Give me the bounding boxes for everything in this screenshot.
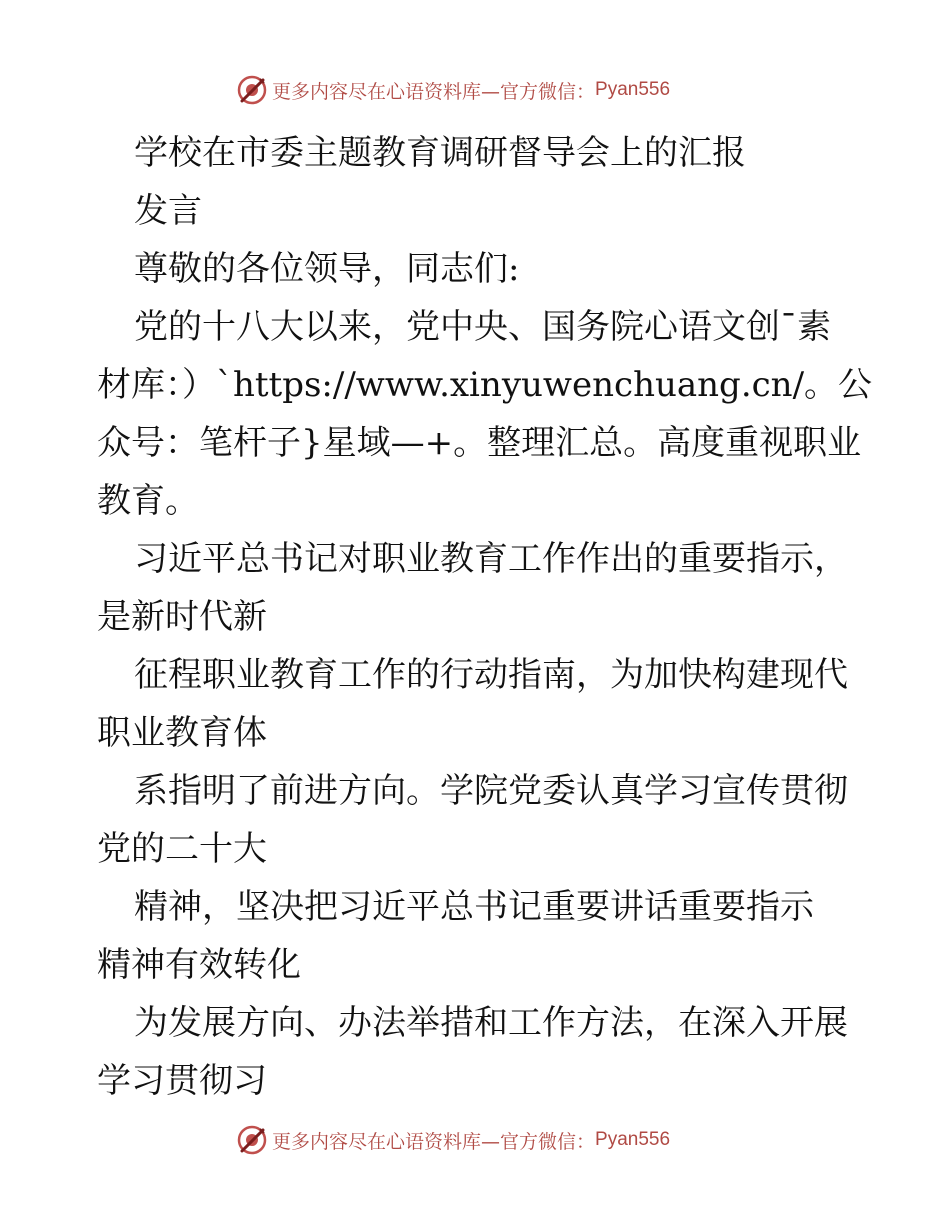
document-line: 党的二十大 bbox=[97, 829, 267, 869]
document-line: 系指明了前进方向。学院党委认真学习宣传贯彻 bbox=[134, 771, 848, 811]
pen-logo-icon bbox=[236, 1124, 268, 1156]
document-line: 发言 bbox=[134, 191, 202, 231]
document-line: 学校在市委主题教育调研督导会上的汇报 bbox=[134, 133, 746, 173]
document-line: 教育。 bbox=[97, 481, 199, 521]
banner-text: 更多内容尽在心语资料库—官方微信： bbox=[272, 1130, 596, 1153]
document-line: 精神有效转化 bbox=[97, 945, 301, 985]
banner-wechat-id: Pyan556 bbox=[595, 1129, 671, 1150]
footer-banner bbox=[236, 1123, 670, 1157]
header-banner bbox=[236, 73, 670, 107]
document-line: 习近平总书记对职业教育工作作出的重要指示， bbox=[134, 539, 848, 579]
document-line: 材库：）`https://www.xinyuwenchuang.cn/。公 bbox=[97, 365, 873, 405]
document-line: 职业教育体 bbox=[97, 713, 267, 753]
banner-text: 更多内容尽在心语资料库—官方微信： bbox=[272, 80, 596, 103]
document-line: 众号：笔杆子}星域—+。整理汇总。高度重视职业 bbox=[97, 423, 862, 463]
document-line: 是新时代新 bbox=[97, 597, 267, 637]
document-line: 党的十八大以来，党中央、国务院心语文创¯素 bbox=[134, 307, 831, 347]
document-line: 尊敬的各位领导，同志们: bbox=[134, 249, 520, 289]
document-line: 学习贯彻习 bbox=[97, 1061, 267, 1101]
document-line: 为发展方向、办法举措和工作方法，在深入开展 bbox=[134, 1003, 848, 1043]
pen-logo-icon bbox=[236, 74, 268, 106]
document-line: 精神，坚决把习近平总书记重要讲话重要指示 bbox=[134, 887, 814, 927]
banner-wechat-id: Pyan556 bbox=[595, 79, 671, 100]
document-line: 征程职业教育工作的行动指南，为加快构建现代 bbox=[134, 655, 848, 695]
